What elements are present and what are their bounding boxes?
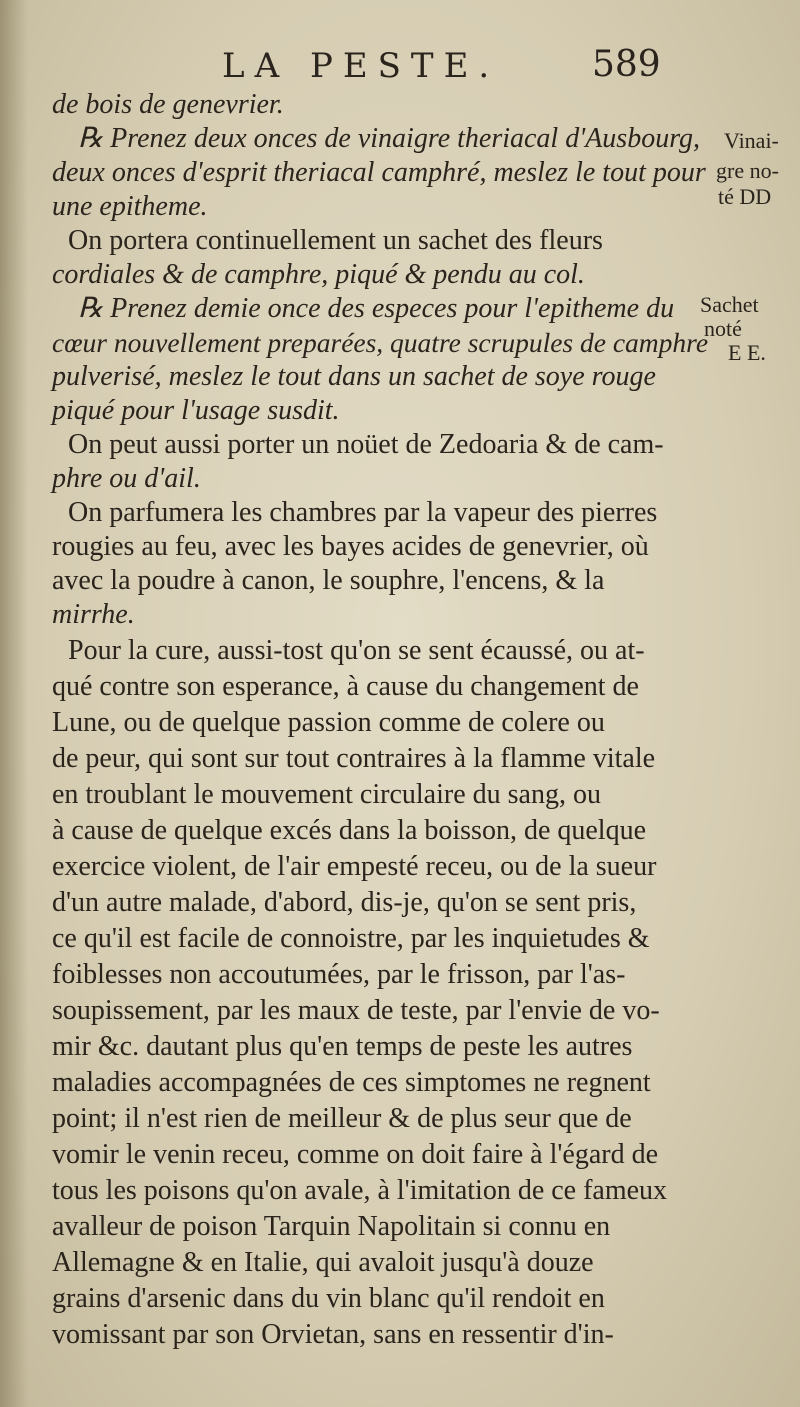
running-title: LA PESTE. (222, 46, 500, 86)
text-line: piqué pour l'usage susdit. (52, 395, 340, 426)
text-line: exercice violent, de l'air empesté receu, ou de la sueur (52, 851, 657, 882)
text-line: ℞ Prenez deux onces de vinaigre theriacal d'Ausbourg, (78, 123, 701, 154)
text-line: pulverisé, meslez le tout dans un sachet de soye rouge (52, 361, 656, 392)
text-line: à cause de quelque excés dans la boisson, de quelque (52, 815, 647, 846)
margin-note: E E. (728, 340, 766, 365)
text-line: point; il n'est rien de meilleur & de plus seur que de (52, 1103, 632, 1134)
page-header (0, 40, 800, 90)
text-line: ℞ Prenez demie once des especes pour l'epitheme du (78, 293, 675, 324)
text-line: On parfumera les chambres par la vapeur des pierres (68, 497, 658, 528)
text-line: grains d'arsenic dans du vin blanc qu'il rendoit en (52, 1283, 605, 1314)
text-line: Pour la cure, aussi-tost qu'on se sent écaussé, ou at- (68, 635, 645, 666)
text-line: On portera continuellement un sachet des fleurs (68, 225, 603, 256)
text-line: Lune, ou de quelque passion comme de colere ou (52, 707, 605, 738)
text-line: cordiales & de camphre, piqué & pendu au col. (52, 259, 585, 290)
text-line: qué contre son esperance, à cause du changement de (52, 671, 639, 702)
text-line: vomir le venin receu, comme on doit faire à l'égard de (52, 1139, 659, 1170)
text-line: On peut aussi porter un noüet de Zedoaria & de cam- (68, 429, 664, 460)
text-line: vomissant par son Orvietan, sans en ressentir d'in- (52, 1319, 614, 1350)
text-line: mir &c. dautant plus qu'en temps de peste les autres (52, 1031, 633, 1062)
text-line: rougies au feu, avec les bayes acides de genevrier, où (52, 531, 649, 562)
margin-note: Vinai- (724, 128, 779, 153)
text-line: maladies accompagnées de ces simptomes ne regnent (52, 1067, 651, 1098)
text-line: phre ou d'ail. (52, 463, 201, 494)
text-line: de peur, qui sont sur tout contraires à la flamme vitale (52, 743, 656, 774)
text-line: tous les poisons qu'on avale, à l'imitation de ce fameux (52, 1175, 668, 1206)
margin-note: gre no- (716, 158, 779, 183)
text-line: avec la poudre à canon, le souphre, l'encens, & la (52, 565, 605, 596)
text-line: deux onces d'esprit theriacal camphré, meslez le tout pour (52, 157, 706, 188)
text-line: de bois de genevrier. (52, 89, 284, 120)
text-line: mirrhe. (52, 599, 135, 630)
margin-note: noté (704, 316, 742, 341)
page-number: 589 (592, 44, 661, 85)
margin-note: Sachet (700, 292, 759, 317)
text-line: soupissement, par les maux de teste, par l'envie de vo- (52, 995, 660, 1026)
text-line: Allemagne & en Italie, qui avaloit jusqu'à douze (52, 1247, 594, 1278)
text-line: ce qu'il est facile de connoistre, par les inquietudes & (52, 923, 650, 954)
margin-note: té DD (718, 184, 772, 209)
text-line: d'un autre malade, d'abord, dis-je, qu'on se sent pris, (52, 887, 637, 918)
text-line: en troublant le mouvement circulaire du sang, ou (52, 779, 601, 810)
text-line: cœur nouvellement preparées, quatre scrupules de camphre (52, 327, 709, 358)
text-line: avalleur de poison Tarquin Napolitain si connu en (52, 1211, 611, 1242)
text-line: foiblesses non accoutumées, par le frisson, par l'as- (52, 959, 626, 990)
text-line: une epitheme. (52, 191, 208, 222)
page-edge-shadow (0, 0, 28, 1407)
